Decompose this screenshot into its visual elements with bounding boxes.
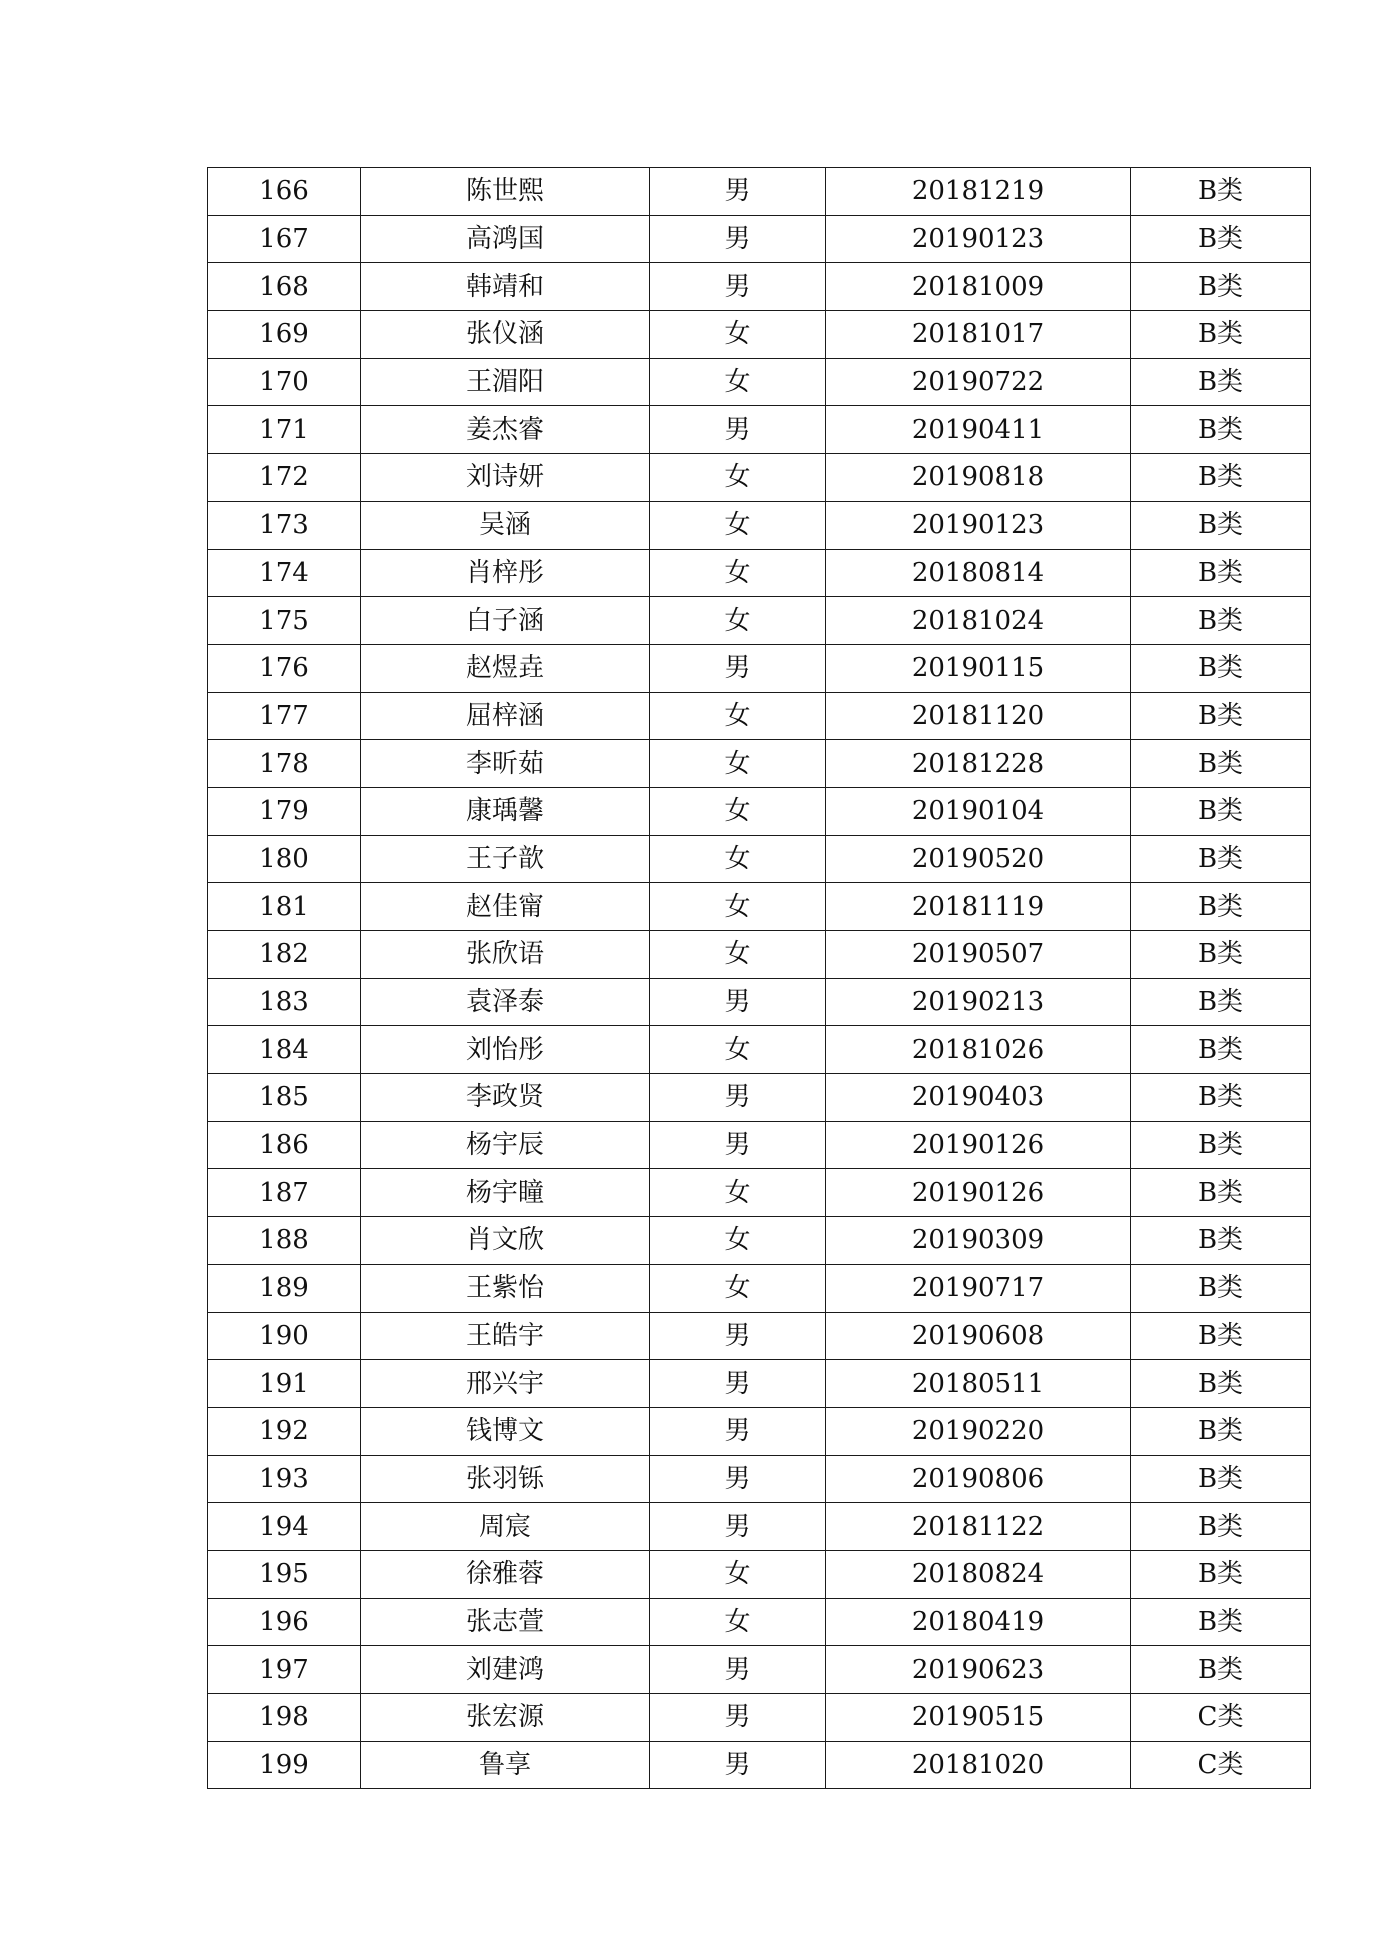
- cell-number: 198: [208, 1694, 361, 1742]
- cell-number: 167: [208, 215, 361, 263]
- cell-name: 徐雅蓉: [361, 1550, 650, 1598]
- cell-name: 吴涵: [361, 501, 650, 549]
- table-row: [208, 1598, 1311, 1646]
- cell-date: 20190220: [826, 1407, 1131, 1455]
- cell-date: 20190403: [826, 1074, 1131, 1122]
- cell-number: 166: [208, 168, 361, 216]
- cell-category: B类: [1131, 931, 1311, 979]
- cell-date: 20181009: [826, 263, 1131, 311]
- cell-name: 王皓宇: [361, 1312, 650, 1360]
- cell-name: 王紫怡: [361, 1264, 650, 1312]
- cell-date: 20181024: [826, 597, 1131, 645]
- cell-name: 王湄阳: [361, 358, 650, 406]
- cell-sex: 女: [650, 501, 826, 549]
- table-row: [208, 406, 1311, 454]
- table-row: [208, 835, 1311, 883]
- cell-category: B类: [1131, 835, 1311, 883]
- table-row: [208, 1169, 1311, 1217]
- cell-number: 181: [208, 883, 361, 931]
- cell-category: B类: [1131, 787, 1311, 835]
- cell-sex: 男: [650, 406, 826, 454]
- cell-category: B类: [1131, 263, 1311, 311]
- cell-number: 174: [208, 549, 361, 597]
- roster-table-body: [208, 168, 1311, 1789]
- table-row: [208, 549, 1311, 597]
- cell-sex: 女: [650, 311, 826, 359]
- cell-sex: 女: [650, 883, 826, 931]
- cell-name: 赵佳甯: [361, 883, 650, 931]
- cell-category: B类: [1131, 1407, 1311, 1455]
- cell-date: 20190213: [826, 978, 1131, 1026]
- cell-category: B类: [1131, 1217, 1311, 1265]
- table-row: [208, 1503, 1311, 1551]
- cell-sex: 男: [650, 215, 826, 263]
- cell-number: 173: [208, 501, 361, 549]
- cell-number: 185: [208, 1074, 361, 1122]
- roster-table: [207, 167, 1311, 1789]
- cell-number: 175: [208, 597, 361, 645]
- table-row: [208, 1026, 1311, 1074]
- table-row: [208, 1074, 1311, 1122]
- table-row: [208, 1217, 1311, 1265]
- cell-name: 张欣语: [361, 931, 650, 979]
- table-row: [208, 168, 1311, 216]
- cell-name: 袁泽泰: [361, 978, 650, 1026]
- cell-name: 杨宇辰: [361, 1121, 650, 1169]
- cell-name: 肖梓彤: [361, 549, 650, 597]
- cell-number: 183: [208, 978, 361, 1026]
- cell-date: 20190126: [826, 1169, 1131, 1217]
- cell-date: 20190623: [826, 1646, 1131, 1694]
- cell-sex: 男: [650, 1646, 826, 1694]
- cell-number: 190: [208, 1312, 361, 1360]
- cell-sex: 女: [650, 931, 826, 979]
- cell-sex: 女: [650, 835, 826, 883]
- cell-name: 陈世熙: [361, 168, 650, 216]
- cell-sex: 男: [650, 1074, 826, 1122]
- cell-sex: 男: [650, 263, 826, 311]
- cell-name: 钱博文: [361, 1407, 650, 1455]
- table-row: [208, 1455, 1311, 1503]
- cell-category: B类: [1131, 1169, 1311, 1217]
- cell-category: B类: [1131, 358, 1311, 406]
- cell-sex: 男: [650, 1455, 826, 1503]
- table-row: [208, 931, 1311, 979]
- table-row: [208, 215, 1311, 263]
- cell-number: 187: [208, 1169, 361, 1217]
- cell-date: 20190115: [826, 644, 1131, 692]
- cell-category: B类: [1131, 1598, 1311, 1646]
- cell-sex: 女: [650, 692, 826, 740]
- table-row: [208, 644, 1311, 692]
- cell-sex: 女: [650, 1026, 826, 1074]
- table-row: [208, 1741, 1311, 1789]
- table-row: [208, 692, 1311, 740]
- cell-category: B类: [1131, 1646, 1311, 1694]
- cell-number: 188: [208, 1217, 361, 1265]
- cell-name: 刘怡彤: [361, 1026, 650, 1074]
- cell-name: 屈梓涵: [361, 692, 650, 740]
- cell-sex: 男: [650, 1694, 826, 1742]
- cell-date: 20181219: [826, 168, 1131, 216]
- cell-number: 169: [208, 311, 361, 359]
- cell-name: 鲁享: [361, 1741, 650, 1789]
- table-row: [208, 311, 1311, 359]
- cell-number: 171: [208, 406, 361, 454]
- table-row: [208, 978, 1311, 1026]
- table-row: [208, 1360, 1311, 1408]
- cell-date: 20190126: [826, 1121, 1131, 1169]
- cell-number: 178: [208, 740, 361, 788]
- cell-name: 韩靖和: [361, 263, 650, 311]
- cell-category: B类: [1131, 501, 1311, 549]
- cell-date: 20181017: [826, 311, 1131, 359]
- cell-name: 邢兴宇: [361, 1360, 650, 1408]
- cell-number: 177: [208, 692, 361, 740]
- cell-date: 20190507: [826, 931, 1131, 979]
- cell-sex: 女: [650, 1217, 826, 1265]
- cell-date: 20181119: [826, 883, 1131, 931]
- cell-number: 172: [208, 454, 361, 502]
- cell-category: B类: [1131, 549, 1311, 597]
- cell-number: 180: [208, 835, 361, 883]
- cell-date: 20190520: [826, 835, 1131, 883]
- cell-name: 王子歆: [361, 835, 650, 883]
- table-row: [208, 358, 1311, 406]
- cell-number: 195: [208, 1550, 361, 1598]
- table-row: [208, 740, 1311, 788]
- cell-category: B类: [1131, 1074, 1311, 1122]
- cell-category: B类: [1131, 1360, 1311, 1408]
- cell-category: B类: [1131, 1455, 1311, 1503]
- table-row: [208, 1312, 1311, 1360]
- cell-number: 182: [208, 931, 361, 979]
- cell-date: 20180511: [826, 1360, 1131, 1408]
- cell-category: B类: [1131, 168, 1311, 216]
- table-row: [208, 1407, 1311, 1455]
- cell-sex: 男: [650, 978, 826, 1026]
- cell-name: 肖文欣: [361, 1217, 650, 1265]
- table-row: [208, 1646, 1311, 1694]
- cell-category: B类: [1131, 215, 1311, 263]
- cell-sex: 女: [650, 358, 826, 406]
- cell-name: 赵煜垚: [361, 644, 650, 692]
- table-row: [208, 1264, 1311, 1312]
- cell-category: C类: [1131, 1741, 1311, 1789]
- cell-sex: 女: [650, 454, 826, 502]
- cell-number: 189: [208, 1264, 361, 1312]
- cell-category: B类: [1131, 740, 1311, 788]
- cell-sex: 女: [650, 549, 826, 597]
- cell-sex: 女: [650, 597, 826, 645]
- cell-date: 20180814: [826, 549, 1131, 597]
- cell-category: B类: [1131, 1312, 1311, 1360]
- cell-category: B类: [1131, 692, 1311, 740]
- cell-date: 20180824: [826, 1550, 1131, 1598]
- cell-date: 20190123: [826, 501, 1131, 549]
- cell-name: 姜杰睿: [361, 406, 650, 454]
- cell-sex: 女: [650, 1550, 826, 1598]
- cell-date: 20190411: [826, 406, 1131, 454]
- cell-name: 杨宇瞳: [361, 1169, 650, 1217]
- cell-date: 20190309: [826, 1217, 1131, 1265]
- table-row: [208, 883, 1311, 931]
- cell-category: B类: [1131, 1264, 1311, 1312]
- cell-name: 周宸: [361, 1503, 650, 1551]
- cell-sex: 男: [650, 1503, 826, 1551]
- cell-category: B类: [1131, 1026, 1311, 1074]
- cell-category: B类: [1131, 311, 1311, 359]
- cell-category: B类: [1131, 1121, 1311, 1169]
- cell-date: 20190717: [826, 1264, 1131, 1312]
- cell-number: 184: [208, 1026, 361, 1074]
- cell-name: 张志萱: [361, 1598, 650, 1646]
- cell-number: 192: [208, 1407, 361, 1455]
- cell-sex: 男: [650, 1407, 826, 1455]
- cell-number: 186: [208, 1121, 361, 1169]
- cell-sex: 女: [650, 740, 826, 788]
- cell-name: 康瑀馨: [361, 787, 650, 835]
- cell-number: 193: [208, 1455, 361, 1503]
- cell-number: 194: [208, 1503, 361, 1551]
- cell-sex: 男: [650, 1312, 826, 1360]
- cell-category: B类: [1131, 1550, 1311, 1598]
- cell-name: 李昕茹: [361, 740, 650, 788]
- cell-category: B类: [1131, 597, 1311, 645]
- cell-category: B类: [1131, 454, 1311, 502]
- cell-date: 20190806: [826, 1455, 1131, 1503]
- cell-category: B类: [1131, 406, 1311, 454]
- cell-name: 高鸿国: [361, 215, 650, 263]
- cell-category: C类: [1131, 1694, 1311, 1742]
- table-row: [208, 501, 1311, 549]
- cell-date: 20181026: [826, 1026, 1131, 1074]
- table-row: [208, 1550, 1311, 1598]
- cell-date: 20181020: [826, 1741, 1131, 1789]
- cell-number: 179: [208, 787, 361, 835]
- cell-date: 20190515: [826, 1694, 1131, 1742]
- cell-category: B类: [1131, 883, 1311, 931]
- table-row: [208, 1694, 1311, 1742]
- cell-name: 白子涵: [361, 597, 650, 645]
- cell-number: 191: [208, 1360, 361, 1408]
- table-row: [208, 597, 1311, 645]
- cell-number: 199: [208, 1741, 361, 1789]
- cell-date: 20181122: [826, 1503, 1131, 1551]
- cell-date: 20181120: [826, 692, 1131, 740]
- cell-category: B类: [1131, 978, 1311, 1026]
- cell-date: 20190123: [826, 215, 1131, 263]
- cell-date: 20190818: [826, 454, 1131, 502]
- cell-name: 张宏源: [361, 1694, 650, 1742]
- cell-number: 197: [208, 1646, 361, 1694]
- cell-number: 168: [208, 263, 361, 311]
- cell-date: 20190608: [826, 1312, 1131, 1360]
- table-row: [208, 1121, 1311, 1169]
- cell-date: 20190722: [826, 358, 1131, 406]
- cell-name: 刘建鸿: [361, 1646, 650, 1694]
- cell-name: 张羽铄: [361, 1455, 650, 1503]
- cell-date: 20181228: [826, 740, 1131, 788]
- cell-name: 张仪涵: [361, 311, 650, 359]
- cell-sex: 男: [650, 168, 826, 216]
- cell-sex: 女: [650, 1598, 826, 1646]
- cell-sex: 女: [650, 1169, 826, 1217]
- cell-sex: 女: [650, 787, 826, 835]
- cell-sex: 男: [650, 1360, 826, 1408]
- cell-name: 李政贤: [361, 1074, 650, 1122]
- cell-category: B类: [1131, 1503, 1311, 1551]
- cell-date: 20180419: [826, 1598, 1131, 1646]
- table-row: [208, 787, 1311, 835]
- cell-number: 176: [208, 644, 361, 692]
- table-row: [208, 454, 1311, 502]
- cell-name: 刘诗妍: [361, 454, 650, 502]
- cell-category: B类: [1131, 644, 1311, 692]
- cell-sex: 男: [650, 1741, 826, 1789]
- cell-sex: 女: [650, 1264, 826, 1312]
- cell-sex: 男: [650, 1121, 826, 1169]
- cell-number: 196: [208, 1598, 361, 1646]
- table-row: [208, 263, 1311, 311]
- cell-date: 20190104: [826, 787, 1131, 835]
- cell-number: 170: [208, 358, 361, 406]
- cell-sex: 男: [650, 644, 826, 692]
